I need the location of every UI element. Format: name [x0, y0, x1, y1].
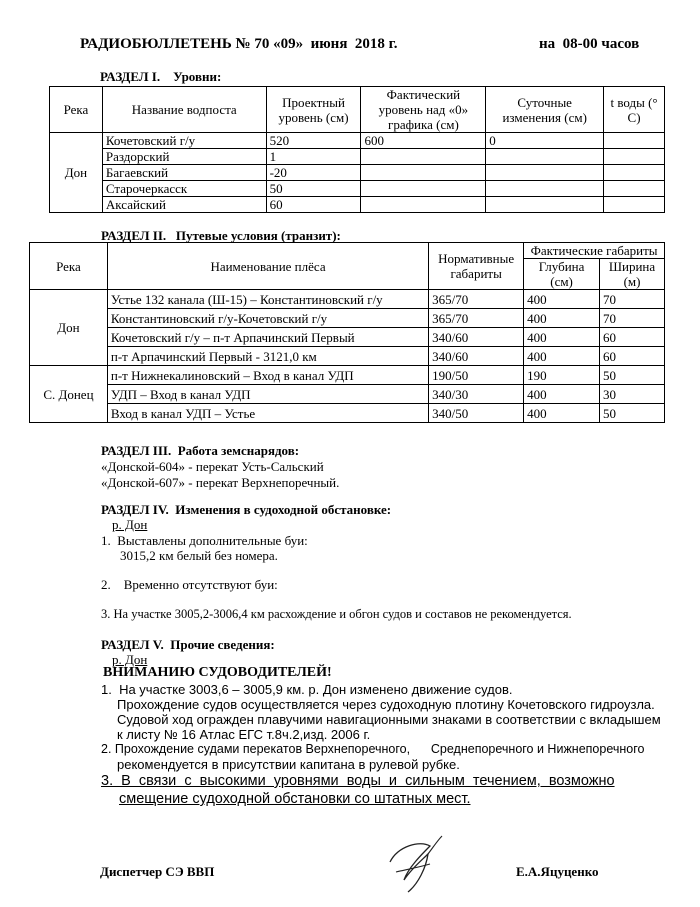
section4-item3: 3. На участке 3005,2-3006,4 км расхождение и обгон судов и составов не рекомендуется. — [101, 607, 572, 621]
depth-cell: 400 — [524, 309, 600, 328]
bulletin-time: на 08-00 часов — [539, 36, 640, 52]
section5-item2-line2: рекомендуется в присутствии капитана в рулевой рубке. — [117, 757, 460, 772]
daily-change-cell — [486, 197, 604, 213]
normative-cell: 340/60 — [429, 328, 524, 347]
header-water-temp: t воды (° C) — [604, 87, 665, 133]
stretch-cell: Вход в канал УДП – Устье — [107, 404, 428, 423]
section4-title: РАЗДЕЛ IV. Изменения в судоходной обстановке: — [101, 502, 392, 517]
table-row — [30, 404, 665, 423]
station-cell: Раздорский — [102, 149, 266, 165]
table-row — [50, 133, 665, 149]
width-cell: 70 — [600, 309, 665, 328]
stretch-cell: Кочетовский г/у – п-т Арпачинский Первый — [107, 328, 428, 347]
table-row — [30, 385, 665, 404]
section5-item3-line2: смещение судоходной обстановки со штатных мест. — [119, 791, 471, 807]
section5-item1-line3: Судовой ход огражден плавучими навигационными знаками в соответствии с вкладышем — [117, 712, 661, 727]
table-row — [50, 181, 665, 197]
width-cell: 60 — [600, 328, 665, 347]
header-actual-level: Фактический уровень над «0» графика (см) — [361, 87, 486, 133]
depth-cell: 400 — [524, 328, 600, 347]
bulletin-title: РАДИОБЮЛЛЕТЕНЬ № 70 «09» июня 2018 г. — [80, 36, 398, 52]
water-temp-cell — [604, 181, 665, 197]
table-row — [50, 165, 665, 181]
depth-cell: 400 — [524, 404, 600, 423]
table-row — [30, 309, 665, 328]
width-cell: 50 — [600, 404, 665, 423]
stretch-cell: Константиновский г/у-Кочетовский г/у — [107, 309, 428, 328]
section4-river: р. Дон — [112, 517, 148, 532]
header-design-level: Проектный уровень (см) — [266, 87, 361, 133]
section5-item1-line2: Прохождение судов осуществляется через судоходную плотину Кочетовского гидроузла. — [117, 697, 655, 712]
table-row — [30, 366, 665, 385]
depth-cell: 400 — [524, 290, 600, 309]
river-cell: С. Донец — [30, 366, 108, 423]
actual-level-cell — [361, 149, 486, 165]
normative-cell: 340/30 — [429, 385, 524, 404]
design-level-cell: 520 — [266, 133, 361, 149]
section4-item1: 1. Выставлены дополнительные буи: — [101, 533, 308, 548]
daily-change-cell — [486, 181, 604, 197]
normative-cell: 365/70 — [429, 290, 524, 309]
water-temp-cell — [604, 133, 665, 149]
header-depth: Глубина (см) — [524, 259, 600, 290]
water-temp-cell — [604, 165, 665, 181]
section3-title: РАЗДЕЛ III. Работа земснарядов: — [101, 443, 300, 458]
table-row — [30, 328, 665, 347]
river-cell: Дон — [50, 133, 103, 213]
station-cell: Аксайский — [102, 197, 266, 213]
station-cell: Багаевский — [102, 165, 266, 181]
normative-cell: 340/60 — [429, 347, 524, 366]
section5-river: р. Дон — [112, 652, 148, 667]
stretch-cell: п-т Арпачинский Первый - 3121,0 км — [107, 347, 428, 366]
width-cell: 60 — [600, 347, 665, 366]
actual-level-cell: 600 — [361, 133, 486, 149]
header-width: Ширина (м) — [600, 259, 665, 290]
header-daily-change: Суточные изменения (см) — [486, 87, 604, 133]
dredger-line: «Донской-607» - перекат Верхнепоречный. — [101, 475, 340, 490]
signer-name: Е.А.Яцуценко — [516, 864, 599, 879]
design-level-cell: 60 — [266, 197, 361, 213]
dispatcher-label: Диспетчер СЭ ВВП — [100, 864, 215, 879]
design-level-cell: 1 — [266, 149, 361, 165]
depth-cell: 400 — [524, 385, 600, 404]
section4-item2: 2. Временно отсутствуют буи: — [101, 577, 278, 592]
depth-cell: 190 — [524, 366, 600, 385]
river-cell: Дон — [30, 290, 108, 366]
route-table — [29, 242, 665, 423]
section5-item1: 1. На участке 3003,6 – 3005,9 км. р. Дон изменено движение судов. — [101, 682, 513, 697]
width-cell: 70 — [600, 290, 665, 309]
daily-change-cell — [486, 149, 604, 165]
water-temp-cell — [604, 149, 665, 165]
levels-table — [49, 86, 665, 213]
header-stretch: Наименование плёса — [107, 243, 428, 290]
width-cell: 50 — [600, 366, 665, 385]
depth-cell: 400 — [524, 347, 600, 366]
header-actual-dimensions: Фактические габариты — [524, 243, 665, 259]
stretch-cell: Устье 132 канала (Ш-15) – Константиновский г/у — [107, 290, 428, 309]
section5-title: РАЗДЕЛ V. Прочие сведения: — [101, 637, 275, 652]
width-cell: 30 — [600, 385, 665, 404]
header-normative: Нормативные габариты — [429, 243, 524, 290]
actual-level-cell — [361, 197, 486, 213]
section5-item2: 2. Прохождение судами перекатов Верхнепоречного, Среднепоречного и Нижнепоречного — [101, 742, 645, 756]
station-cell: Кочетовский г/у — [102, 133, 266, 149]
table-row — [30, 290, 665, 309]
daily-change-cell — [486, 165, 604, 181]
section4-item1-sub: 3015,2 км белый без номера. — [120, 548, 278, 563]
actual-level-cell — [361, 181, 486, 197]
normative-cell: 340/50 — [429, 404, 524, 423]
section5-item3-line1: 3. В связи с высокими уровнями воды и сильным течением, возможно — [101, 773, 615, 789]
water-temp-cell — [604, 197, 665, 213]
design-level-cell: 50 — [266, 181, 361, 197]
normative-cell: 365/70 — [429, 309, 524, 328]
section1-title: РАЗДЕЛ I. Уровни: — [100, 69, 222, 84]
dredger-line: «Донской-604» - перекат Усть-Сальский — [101, 459, 324, 474]
header-station: Название водпоста — [102, 87, 266, 133]
attention-heading: ВНИМАНИЮ СУДОВОДИТЕЛЕЙ! — [103, 665, 332, 680]
header-river: Река — [30, 243, 108, 290]
station-cell: Старочеркасск — [102, 181, 266, 197]
signature — [382, 832, 452, 898]
normative-cell: 190/50 — [429, 366, 524, 385]
header-river: Река — [50, 87, 103, 133]
design-level-cell: -20 — [266, 165, 361, 181]
stretch-cell: п-т Нижнекалиновский – Вход в канал УДП — [107, 366, 428, 385]
section5-item1-line4: к листу № 16 Атлас ЕГС т.8ч.2,изд. 2006 г. — [117, 727, 371, 742]
table-row — [50, 197, 665, 213]
stretch-cell: УДП – Вход в канал УДП — [107, 385, 428, 404]
actual-level-cell — [361, 165, 486, 181]
daily-change-cell: 0 — [486, 133, 604, 149]
section2-title: РАЗДЕЛ II. Путевые условия (транзит): — [101, 228, 341, 243]
table-row — [50, 149, 665, 165]
table-row — [30, 347, 665, 366]
